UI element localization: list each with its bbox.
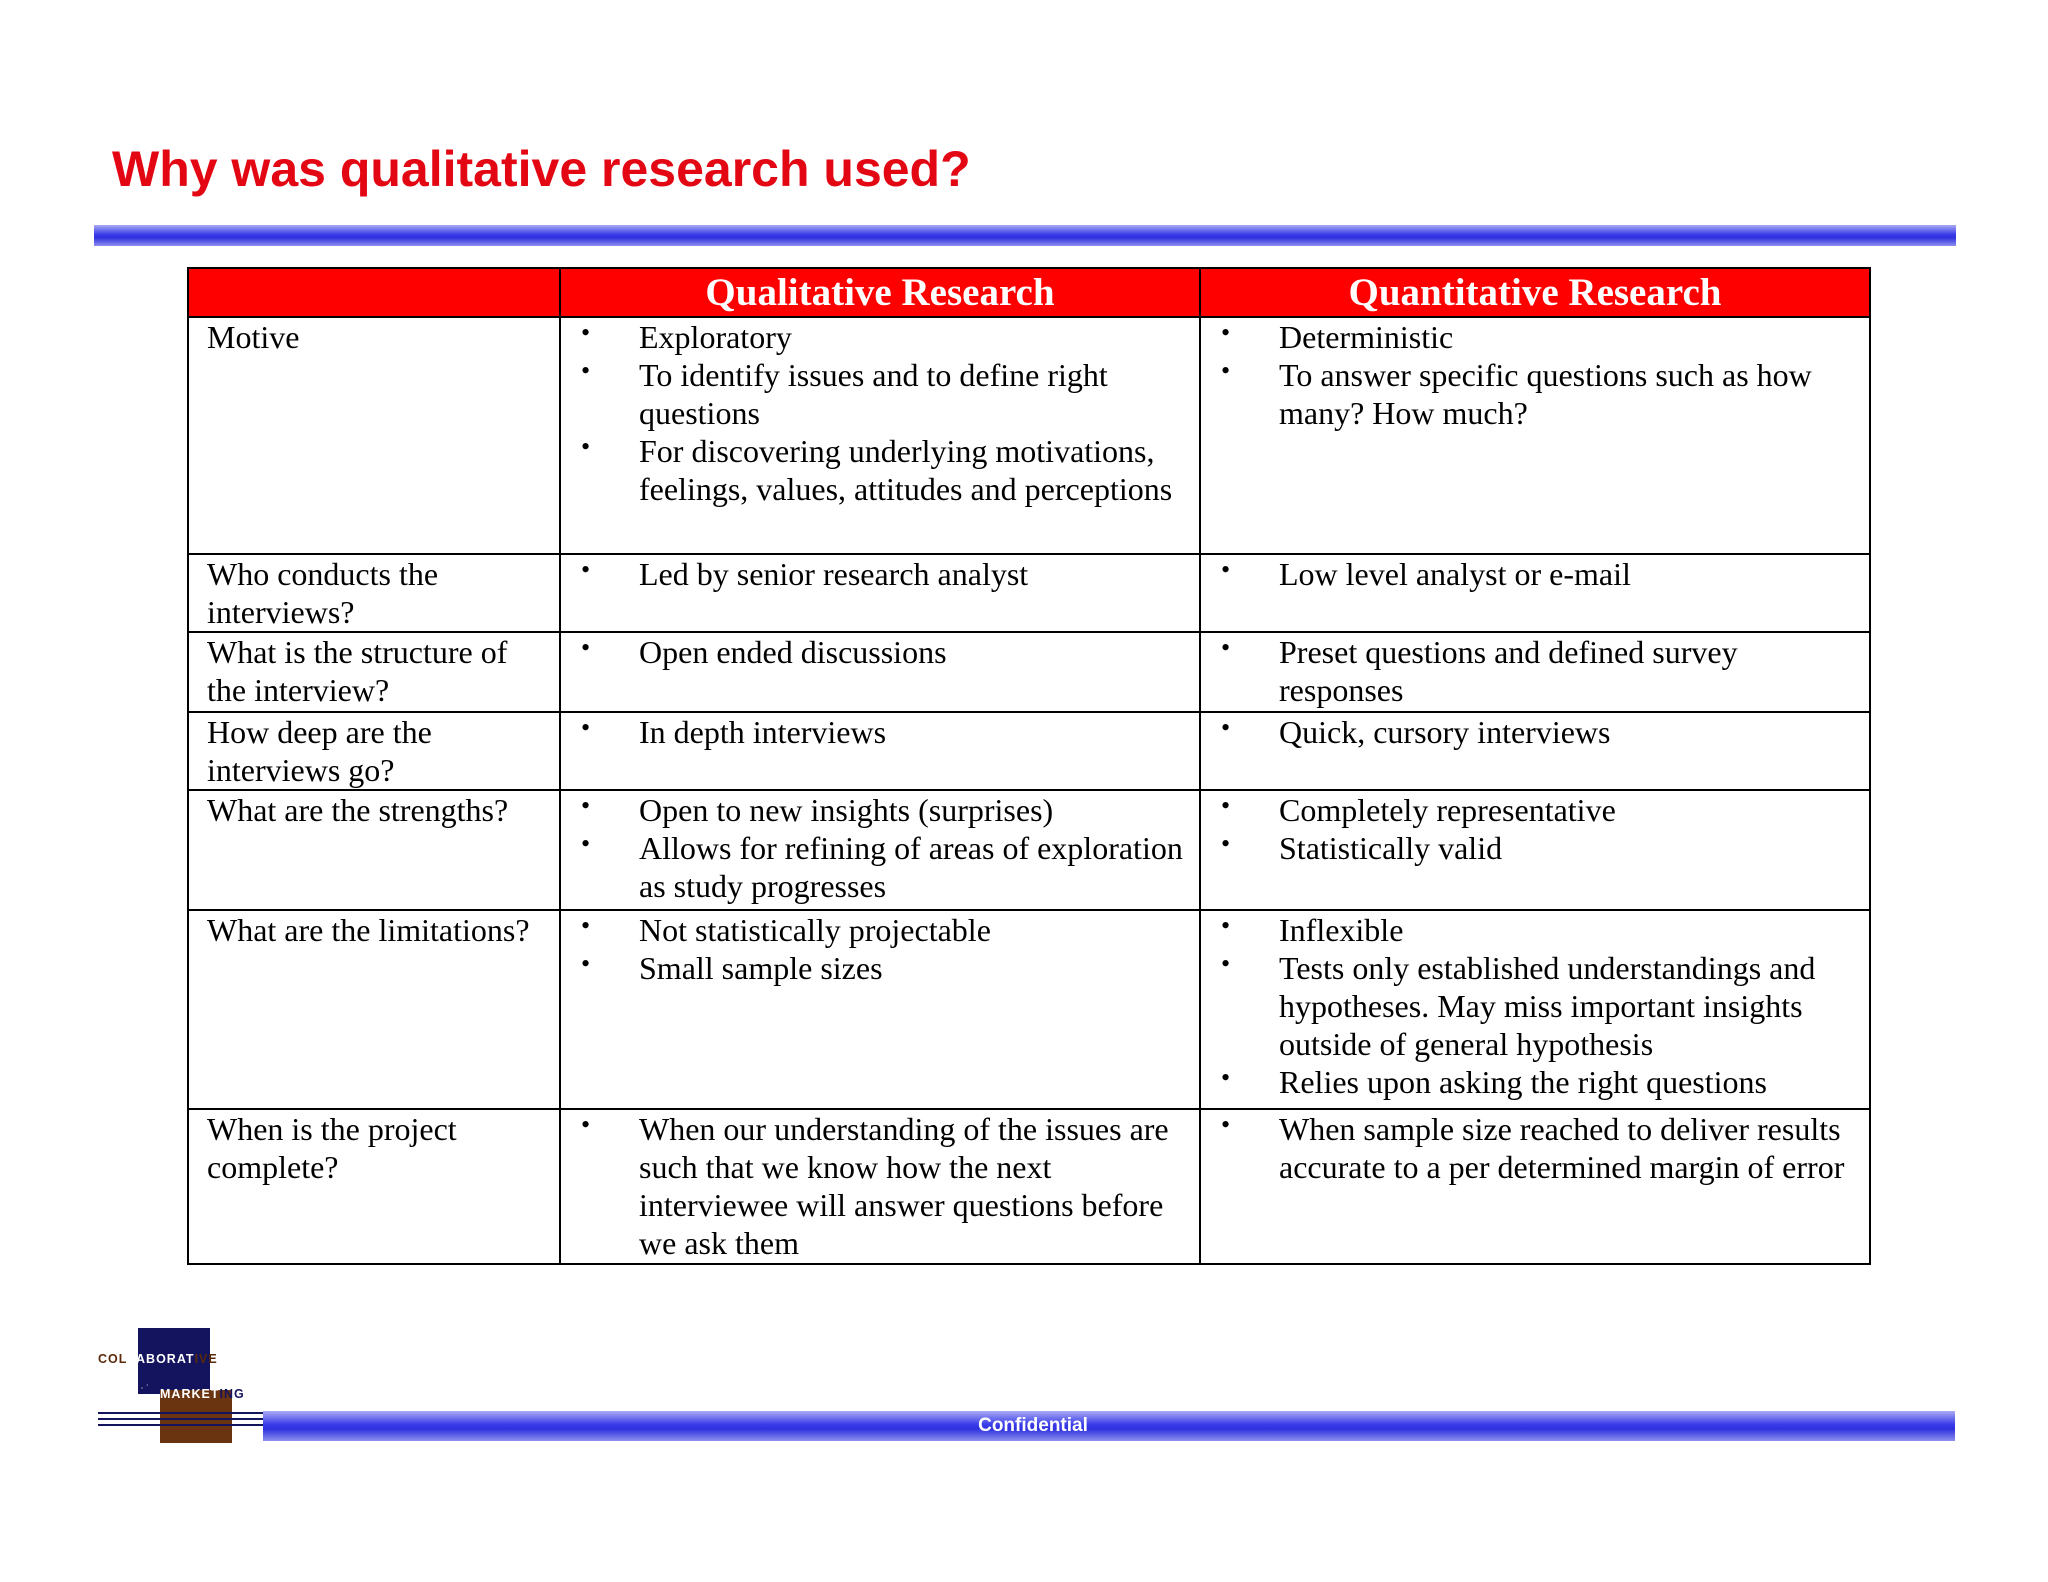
bullet-icon: • — [581, 633, 591, 662]
qualitative-cell — [560, 1109, 1200, 1264]
qualitative-cell — [560, 790, 1200, 910]
row-label: Who conducts the interviews? — [188, 554, 560, 632]
logo-word-collaborative: COLLABORATIVE — [98, 1352, 218, 1366]
list-item: • Tests only established understandings and hypotheses. May miss important insights outside of general hypothesis — [1221, 949, 1816, 1062]
list-item: • In depth interviews — [581, 713, 887, 750]
row-label: What are the strengths? — [188, 790, 560, 910]
list-item: • Deterministic — [1221, 318, 1454, 355]
row-label: What are the limitations? — [188, 910, 560, 1109]
title-divider-bar — [94, 225, 1956, 246]
qualitative-cell — [560, 317, 1200, 554]
list-item: • Quick, cursory interviews — [1221, 713, 1611, 750]
list-item: • Completely representative — [1221, 791, 1616, 828]
header-qualitative: Qualitative Research — [560, 268, 1200, 317]
header-quantitative: Quantitative Research — [1200, 268, 1870, 317]
list-item: • For discovering underlying motivations, feelings, values, attitudes and perceptions — [581, 432, 1173, 507]
qualitative-cell — [560, 554, 1200, 632]
page-title: Why was qualitative research used? — [112, 141, 971, 197]
table-row — [188, 632, 1870, 712]
quantitative-cell — [1200, 632, 1870, 712]
bullet-icon: • — [1221, 911, 1231, 940]
table-row — [188, 712, 1870, 790]
bullet-icon: • — [1221, 1110, 1231, 1139]
list-item: • Allows for refining of areas of exploration as study progresses — [581, 829, 1183, 904]
quantitative-cell — [1200, 790, 1870, 910]
quantitative-cell — [1200, 712, 1870, 790]
footer-confidential: Confidential — [978, 1415, 1088, 1436]
bullet-icon: • — [1221, 1063, 1231, 1092]
table-row — [188, 317, 1870, 554]
row-label: How deep are the interviews go? — [188, 712, 560, 790]
list-item: • Led by senior research analyst — [581, 555, 1029, 592]
quantitative-cell — [1200, 1109, 1870, 1264]
list-item: • To answer specific questions such as how many? How much? — [1221, 356, 1812, 431]
list-item: • Not statistically projectable — [581, 911, 991, 948]
comparison-table — [187, 267, 1871, 1265]
header-empty-cell — [188, 268, 560, 317]
list-item: • To identify issues and to define right questions — [581, 356, 1108, 431]
quantitative-cell — [1200, 910, 1870, 1109]
bullet-icon: • — [581, 432, 591, 461]
row-label: What is the structure of the interview? — [188, 632, 560, 712]
bullet-icon: • — [1221, 829, 1231, 858]
bullet-icon: • — [1221, 949, 1231, 978]
table-row — [188, 790, 1870, 910]
list-item: • Small sample sizes — [581, 949, 883, 986]
bullet-icon: • — [581, 911, 591, 940]
list-item: • When sample size reached to deliver results accurate to a per determined margin of error — [1221, 1110, 1845, 1185]
quantitative-cell — [1200, 317, 1870, 554]
bullet-icon: • — [581, 318, 591, 347]
table-row — [188, 554, 1870, 632]
list-item: • Statistically valid — [1221, 829, 1503, 866]
logo-word-marketing: MARKETING — [160, 1387, 245, 1401]
bullet-icon: • — [1221, 791, 1231, 820]
bullet-icon: • — [1221, 633, 1231, 662]
list-item: • Relies upon asking the right questions — [1221, 1063, 1767, 1100]
bullet-icon: • — [581, 791, 591, 820]
list-item: • When our understanding of the issues are such that we know how the next interviewee will answer questions before we ask them — [581, 1110, 1169, 1261]
bullet-icon: • — [581, 949, 591, 978]
list-item: • Low level analyst or e-mail — [1221, 555, 1631, 592]
qualitative-cell — [560, 712, 1200, 790]
quantitative-cell — [1200, 554, 1870, 632]
row-label: Motive — [188, 317, 560, 554]
bullet-icon: • — [1221, 555, 1231, 584]
qualitative-cell — [560, 910, 1200, 1109]
list-item: • Preset questions and defined survey responses — [1221, 633, 1738, 708]
bullet-icon: • — [1221, 713, 1231, 742]
qualitative-cell — [560, 632, 1200, 712]
collaborative-marketing-logo: COLLABORATIVE MARKETING . · ˙ — [98, 1328, 268, 1443]
bullet-icon: • — [581, 356, 591, 385]
bullet-icon: • — [581, 1110, 591, 1139]
bullet-icon: • — [581, 555, 591, 584]
list-item: • Open to new insights (surprises) — [581, 791, 1054, 828]
bullet-icon: • — [1221, 318, 1231, 347]
table-row — [188, 1109, 1870, 1264]
bullet-icon: • — [581, 713, 591, 742]
table-header-row — [188, 268, 1870, 317]
list-item: • Inflexible — [1221, 911, 1404, 948]
list-item: • Exploratory — [581, 318, 792, 355]
row-label: When is the project complete? — [188, 1109, 560, 1264]
bullet-icon: • — [581, 829, 591, 858]
bullet-icon: • — [1221, 356, 1231, 385]
list-item: • Open ended discussions — [581, 633, 947, 670]
table-row — [188, 910, 1870, 1109]
